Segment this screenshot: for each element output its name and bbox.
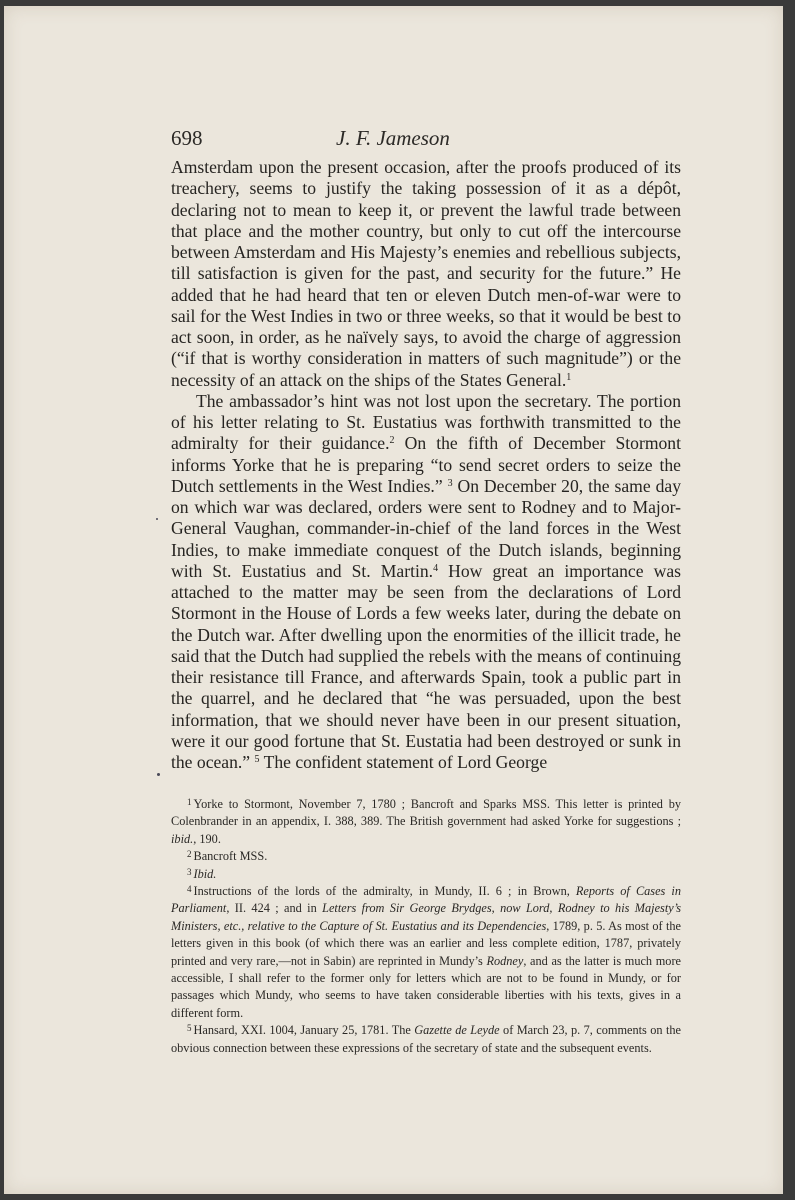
footnote-run: , and as the latter is much more accessible, I shall refer to the former only for letters which are not to be found in Mundy, or for passages which Mundy, who seems to have taken considerable liberties with his texts, gives in a different form. (171, 953, 681, 1020)
paragraph-text: Amsterdam upon the present occasion, after the proofs produced of its treachery, seems to justify the taking possession of it as a dépôt, declaring not to mean to keep it, or prevent the lawful trade between that place and the mother country, but only to cut off the intercourse between Amsterdam and His Majesty’s enemies and rebellious subjects, till satisfaction is given for the past, and security for the future.” He added that he had heard that ten or eleven Dutch men-of-war were to sail for the West Indies in two or three weeks, so that it would be best to act soon, in order, as he naïvely says, to avoid the charge of aggression (“if that is worthy consideration in matters of such magnitude”) or the necessity of an attack on the ships of the States General. (171, 157, 681, 390)
paper-speck (156, 518, 158, 520)
paragraph (171, 391, 681, 774)
italic-title: Rodney (486, 953, 524, 968)
footnote (171, 866, 681, 883)
footnote-number: 4 (187, 884, 192, 895)
paragraph-text: How great an importance was attached to the matter may be seen from the declarations of Lord Stormont in the House of Lords a few weeks later, during the debate on the Dutch war. After dwelling upon the enormities of the illicit trade, he said that the Dutch had supplied the rebels with the means of continuing their resistance till France, and afterwards Spain, took a public part in the quarrel, and he declared that “he was persuaded, upon the best information, that we should never have been in our present situation, were it our good fortune that St. Eustatia had been destroyed or sunk in the ocean.” (171, 560, 682, 772)
paper-speck (157, 773, 160, 776)
body-text (171, 157, 681, 773)
paragraph (171, 157, 681, 391)
italic-title: ibid. (171, 831, 194, 846)
footnote (171, 883, 681, 1022)
footnote-ref: 3 (447, 477, 453, 489)
page-number: 698 (171, 126, 203, 150)
paragraph-text: On the fifth of December Stormont informs Yorke that he is preparing “to send secret orders to seize the Dutch settlements in the West Indies.” (171, 433, 681, 496)
footnote-number: 5 (187, 1023, 192, 1034)
italic-title: Letters from Sir George Brydges, now Lord, Rodney to his Majesty’s Ministers, etc., relative to the Capture of St. Eustatius and its Dependencies (171, 901, 681, 933)
footnote-run: , II. 424 ; and in (226, 901, 323, 916)
running-title: J. F. Jameson (336, 126, 450, 150)
footnote-text (171, 797, 681, 846)
footnote-ref: 4 (433, 562, 439, 574)
footnote (171, 1022, 681, 1057)
paragraph-text: The confident statement of Lord George (259, 752, 548, 772)
footnote-run: Bancroft MSS. (193, 849, 268, 864)
footnote-text (194, 849, 268, 863)
italic-title: Gazette de Leyde (414, 1023, 500, 1038)
footnote-number: 2 (187, 849, 192, 860)
footnote-run: Instructions of the lords of the admiralty, in Mundy, II. 6 ; in Brown, (193, 884, 576, 899)
footnote-text (171, 1023, 681, 1054)
footnote-run: of March 23, p. 7, comments on the obvious connection between these expressions of the secretary of state and the subsequent events. (171, 1023, 681, 1055)
footnote-ref: 1 (566, 371, 572, 383)
page-header (171, 126, 681, 154)
footnote-run: Yorke to Stormont, November 7, 1780 ; Bancroft and Sparks MSS. This letter is printed by Colenbrander in an appendix, I. 388, 389. The British government had asked Yorke for suggestions ; (171, 797, 681, 829)
footnote-text (194, 867, 217, 881)
footnote (171, 796, 681, 848)
footnote-ref: 5 (254, 754, 260, 765)
italic-title: Reports of Cases in Parliament (171, 884, 681, 916)
footnote-number: 3 (187, 866, 192, 877)
footnote-run: , 190. (193, 831, 221, 846)
paragraph-text: On December 20, the same day on which war was declared, orders were sent to Rodney and to Major-General Vaughan, commander-in-chief of the land forces in the West Indies, to make immediate conquest of the Dutch islands, beginning with St. Eustatius and St. Martin. (171, 475, 681, 581)
footnote-ref: 2 (389, 435, 395, 447)
footnote-text (171, 884, 681, 1020)
footnote (171, 848, 681, 865)
footnote-number: 1 (187, 797, 192, 807)
footnotes (171, 796, 681, 1057)
paragraph-text: The ambassador’s hint was not lost upon the secretary. The portion of his letter relating to St. Eustatius was forthwith transmitted to the admiralty for their guidance. (171, 390, 681, 454)
italic-title: Ibid. (193, 866, 217, 881)
footnote-run: , 1789, p. 5. As most of the letters given in this book (of which there was an earlier and less complete edition, 1787, privately printed and very rare,—not in Sabin) are reprinted in Mundy’s (171, 918, 681, 968)
footnote-run: Hansard, XXI. 1004, January 25, 1781. The (193, 1023, 415, 1038)
